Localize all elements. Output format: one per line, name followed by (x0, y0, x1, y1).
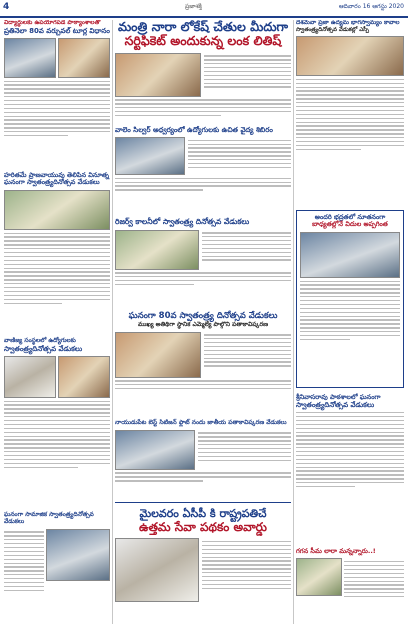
article-body (4, 233, 110, 304)
article-kicker: శ్రీనివాసరావు పాఠశాలలో ఘనంగా (296, 393, 381, 401)
article-body (198, 432, 291, 461)
article-photo (58, 38, 110, 78)
article-body (115, 272, 291, 285)
article-80th-independence (115, 312, 291, 392)
article-body (4, 81, 110, 137)
article-photo (296, 36, 404, 76)
article-body (300, 281, 400, 341)
article-headline: ఘనంగా సామాజిక స్వాతంత్ర్యదినోత్సవ వేడుకలు (4, 511, 94, 525)
column-rule-2 (293, 20, 294, 624)
lead-headline-line2: సర్టిఫికెట్ అందుకున్న లంక లితిష్ (124, 33, 282, 49)
article-headline: వాలెం సిల్వర్ అధ్వర్యంలో ఉద్యోగులకు ఉచిత వైద్య శిబిరం (115, 126, 273, 134)
article-body (202, 232, 291, 261)
section-divider (115, 502, 291, 503)
masthead-title: ప్రజాశక్తి (185, 3, 202, 10)
article-headline: బాధ్యతల్లోనే విదుల అప్పగింత (312, 220, 388, 229)
column-right (296, 20, 404, 626)
article-virtual-tour (4, 20, 110, 139)
article-kicker: హరితమే ప్రాణవాయువు తెలిపిన వినూత్న (4, 171, 109, 179)
article-headline: స్వాతంత్ర్యదినోత్సవ వేడుకలు (296, 401, 375, 410)
article-photo (115, 430, 195, 470)
article-photo (4, 356, 56, 398)
lead-photo (115, 53, 201, 97)
article-subheadline: ముఖ్య అతిథిగా స్థానిక ఎమ్మెల్యే పాల్గొని పతాకావిష్కరణ (137, 320, 269, 328)
lead-article (115, 20, 291, 119)
column-rule-1 (112, 20, 113, 624)
article-body (115, 178, 291, 191)
article-sky (296, 548, 404, 600)
article-body (202, 541, 291, 589)
article-headline: స్వాతంత్ర్యదినోత్సవ వేడుకల్లో ఎస్పీ (296, 26, 369, 33)
article-body (115, 99, 291, 116)
article-photo (300, 232, 400, 278)
article-naidupeta (115, 420, 291, 484)
article-headline: నాయుడుపేట బెస్ట్ సిటిజన్ ఫ్లాట్ నందు జాతీయ పతాకావిష్కరణ వేడుకలు (115, 419, 287, 426)
column-left (4, 20, 110, 626)
masthead-date: ఆదివారం 16 ఆగస్టు 2020 (338, 3, 404, 10)
article-body (204, 334, 291, 366)
article-kicker: దేశమేవా ప్రజా ఉద్యమ భాగస్వామ్యం కావాల (296, 20, 400, 26)
award-headline-line1: మైలవరం ఏసీపీ కి రాష్ట్రపతిచే (139, 507, 267, 520)
article-reserve-colony (115, 218, 291, 288)
article-headline: ప్రతినెలా 80వ వర్చువల్ టూర్ల విధానం (4, 26, 110, 35)
article-photo (4, 38, 56, 78)
article-body (296, 412, 404, 487)
article-body (4, 531, 44, 591)
article-haritham (4, 172, 110, 306)
article-photo (58, 356, 110, 398)
article-kicker: వాణిజ్య సంస్థలలో ఉద్యోగులకు (4, 337, 76, 344)
article-headline: ఘనంగా 80వ స్వాతంత్ర్య దినోత్సవ వేడుకలు (128, 311, 278, 321)
article-photo (296, 558, 342, 596)
article-kicker: అందరి భద్రతలో నూతనంగా (314, 213, 386, 221)
article-headline: స్వాతంత్ర్యదినోత్సవ వేడుకలు (4, 344, 83, 353)
article-kicker: విద్యార్థులకు ఉపయోగపడే పాఠ్యాంశాలతో (4, 20, 101, 26)
article-body (296, 79, 404, 150)
article-headline: గగన సీమ లారా మన్నన్నారు..! (296, 547, 376, 555)
article-body (344, 561, 404, 597)
article-body (115, 472, 291, 481)
lead-headline-line1: మంత్రి నారా లోకేష్ చేతుల మీదుగా (117, 20, 289, 34)
article-school (296, 394, 404, 490)
article-photo (4, 190, 110, 230)
article-body (188, 140, 291, 169)
award-headline-line2: ఉత్తమ సేవా పథకం అవార్డు (139, 519, 267, 534)
article-headline: ఘనంగా స్వాతంత్ర్యదినోత్సవ వేడుకలు (4, 178, 100, 187)
article-headline: రిజర్వ్ కాలనీలో స్వాతంత్ర్య దినోత్సవ వేడుకలు (115, 217, 250, 226)
article-photo (115, 230, 199, 270)
column-center (115, 20, 291, 626)
article-photo (115, 538, 199, 602)
article-medical-camp (115, 126, 291, 193)
article-commercial (4, 338, 110, 471)
page-number: 4 (3, 2, 10, 12)
article-body (204, 55, 291, 87)
page-masthead (0, 0, 408, 18)
boxed-article (296, 210, 404, 388)
article-acp-award (115, 508, 291, 602)
article-photo (115, 137, 185, 175)
article-photo (46, 529, 110, 581)
article-body (115, 380, 291, 389)
article-social (4, 512, 110, 594)
article-body (4, 401, 110, 468)
article-photo (115, 332, 201, 378)
article-sp-celebration (296, 20, 404, 153)
